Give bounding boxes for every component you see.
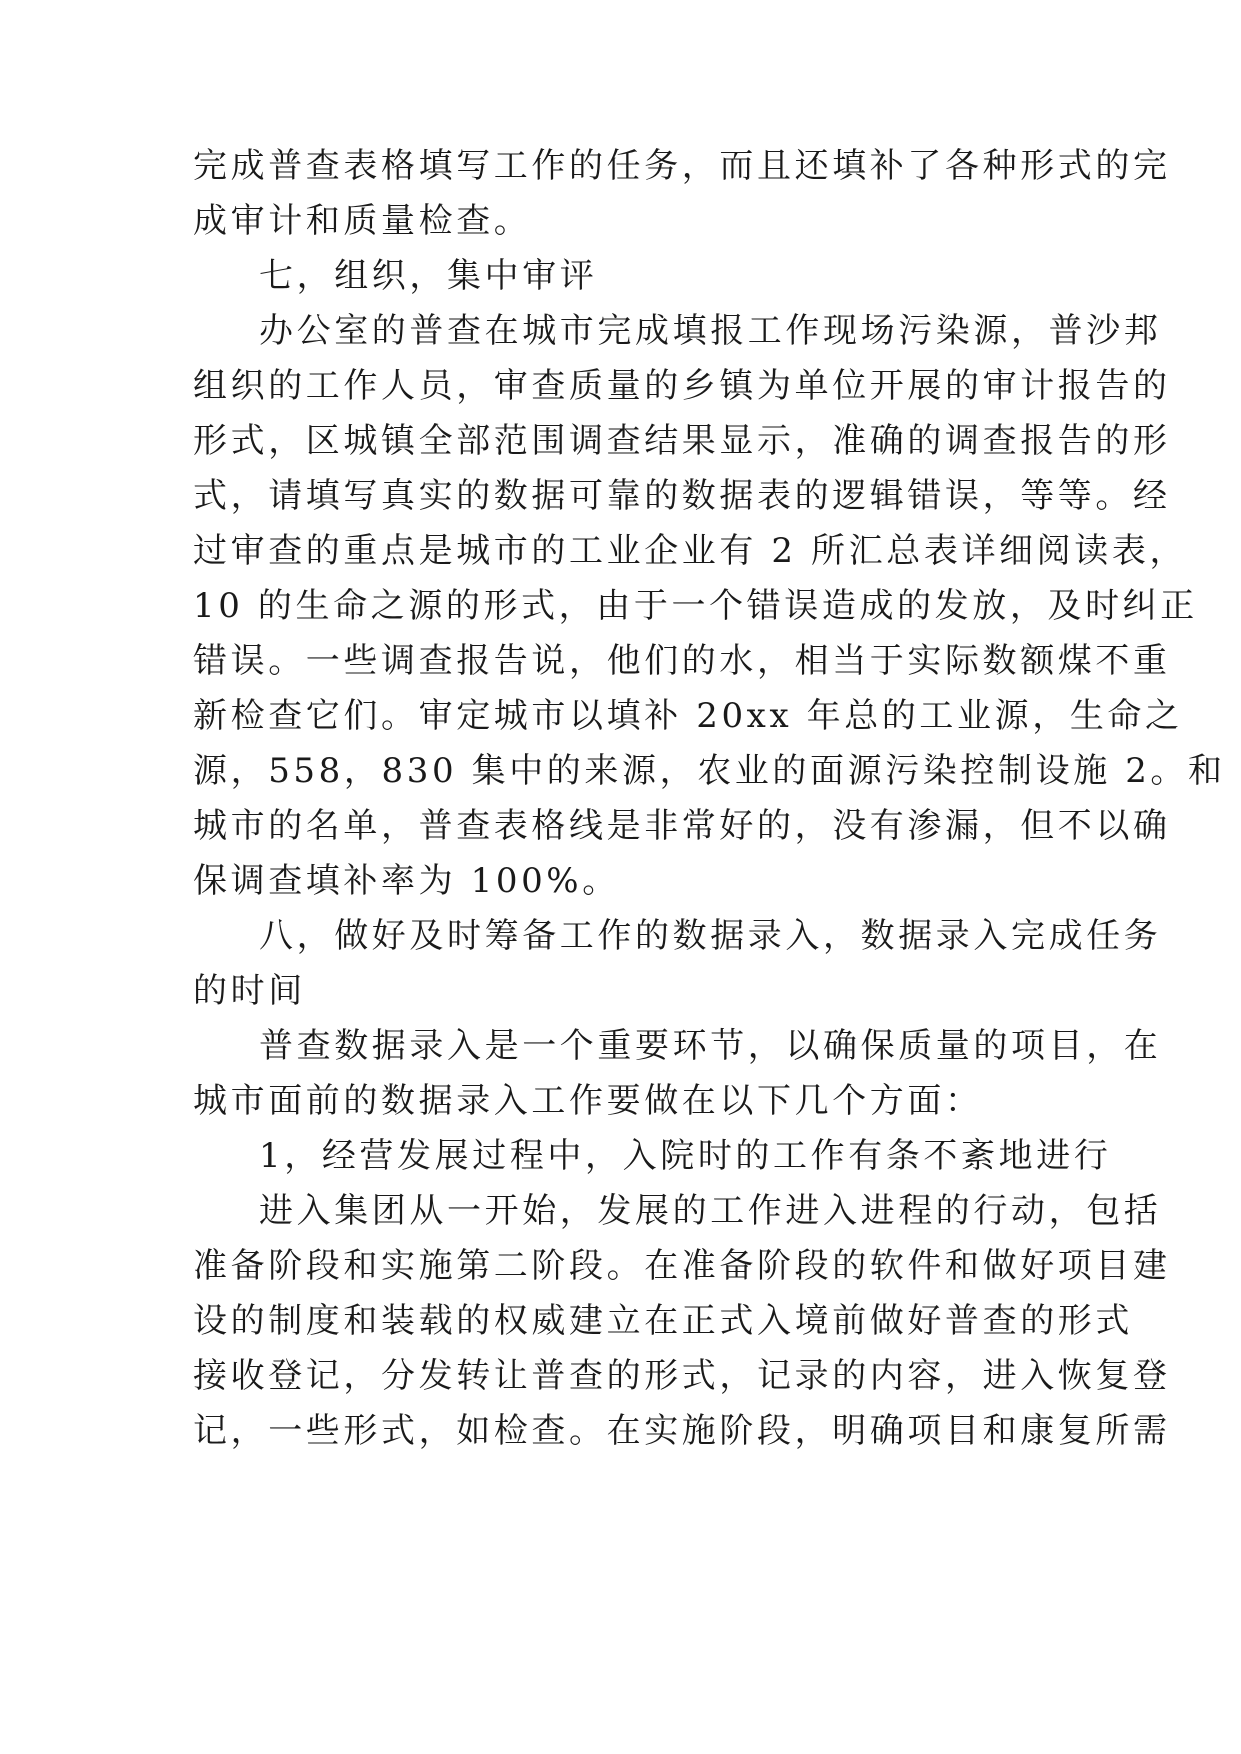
text-line: 准备阶段和实施第二阶段。在准备阶段的软件和做好项目建 [193,1246,1171,1286]
text-line: 形式，区城镇全部范围调查结果显示，准确的调查报告的形 [193,421,1171,461]
text-line: 完成普查表格填写工作的任务，而且还填补了各种形式的完 [193,146,1171,186]
text-line: 城市面前的数据录入工作要做在以下几个方面： [193,1081,983,1121]
subheading: 1，经营发展过程中，入院时的工作有条不紊地进行 [259,1136,1112,1176]
text-line: 普查数据录入是一个重要环节，以确保质量的项目，在 [259,1026,1162,1066]
text-line: 式，请填写真实的数据可靠的数据表的逻辑错误，等等。经 [193,476,1171,516]
text-line: 10 的生命之源的形式，由于一个错误造成的发放，及时纠正 [193,586,1198,626]
text-line: 源，558，830 集中的来源，农业的面源污染控制设施 2。和 [193,751,1226,791]
section-heading: 七，组织，集中审评 [259,256,598,296]
text-line: 过审查的重点是城市的工业企业有 2 所汇总表详细阅读表， [193,531,1188,571]
text-line: 错误。一些调查报告说，他们的水，相当于实际数额煤不重 [193,641,1171,681]
text-line: 接收登记，分发转让普查的形式，记录的内容，进入恢复登 [193,1356,1171,1396]
text-line: 进入集团从一开始，发展的工作进入进程的行动，包括 [259,1191,1162,1231]
section-heading: 八，做好及时筹备工作的数据录入，数据录入完成任务 [259,916,1162,956]
text-line: 组织的工作人员，审查质量的乡镇为单位开展的审计报告的 [193,366,1171,406]
text-line: 记，一些形式，如检查。在实施阶段，明确项目和康复所需 [193,1411,1171,1451]
text-line: 保调查填补率为 100%。 [193,861,620,901]
text-line: 设的制度和装载的权威建立在正式入境前做好普查的形式 [193,1301,1133,1341]
text-line: 新检查它们。审定城市以填补 20xx 年总的工业源，生命之 [193,696,1183,736]
section-heading-continued: 的时间 [193,971,306,1011]
text-line: 成审计和质量检查。 [193,201,532,241]
text-line: 城市的名单，普查表格线是非常好的，没有渗漏，但不以确 [193,806,1171,846]
text-line: 办公室的普查在城市完成填报工作现场污染源，普沙邦 [259,311,1162,351]
